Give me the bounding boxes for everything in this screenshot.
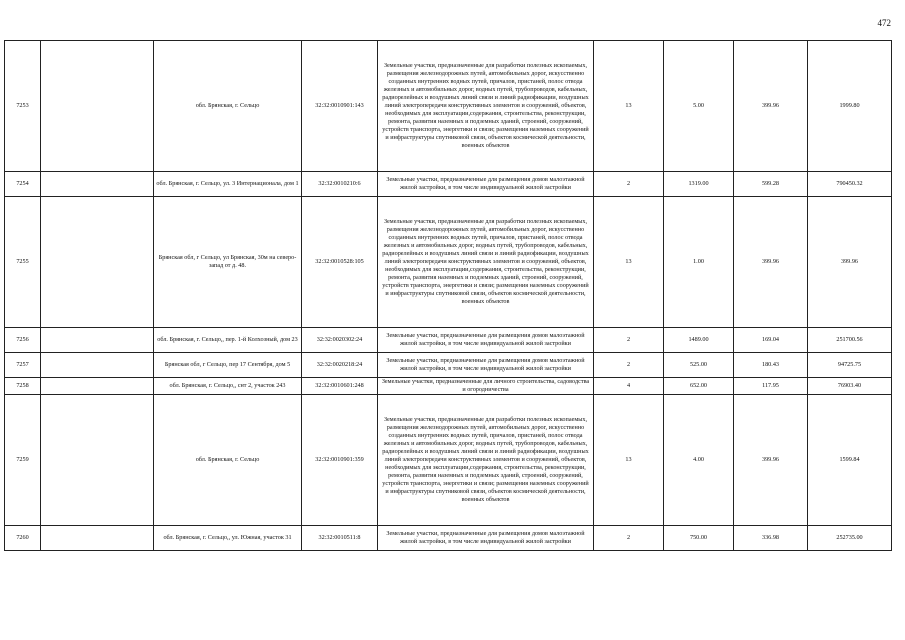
empty-cell xyxy=(41,378,154,395)
area-cell: 750.00 xyxy=(664,526,734,551)
address-cell: Брянская обл, г Сельцо, пер 17 Сентября, дом 5 xyxy=(154,353,302,378)
cadastral-value-cell: 251700.56 xyxy=(808,328,892,353)
area-cell: 652.00 xyxy=(664,378,734,395)
table-row xyxy=(5,378,892,395)
group-cell: 13 xyxy=(594,197,664,328)
land-use-cell: Земельные участки, предназначенные для размещения домов малоэтажной жилой застройки, в том числе индивидуальной жилой застройки xyxy=(378,526,594,551)
rate-cell: 180.43 xyxy=(734,353,808,378)
cadastral-value-cell: 1599.84 xyxy=(808,395,892,526)
group-cell: 2 xyxy=(594,328,664,353)
row-number: 7257 xyxy=(5,353,41,378)
area-cell: 4.00 xyxy=(664,395,734,526)
empty-cell xyxy=(41,353,154,378)
cadastral-number-cell: 32:32:0010528:105 xyxy=(302,197,378,328)
empty-cell xyxy=(41,328,154,353)
cadastral-number-cell: 32:32:0020302:24 xyxy=(302,328,378,353)
page-number: 472 xyxy=(877,18,891,28)
land-use-cell: Земельные участки, предназначенные для личного строительства, садоводства и огородничества xyxy=(378,378,594,395)
group-cell: 2 xyxy=(594,526,664,551)
cadastral-number-cell: 32:32:0010511:8 xyxy=(302,526,378,551)
cadastral-number-cell: 32:32:0010901:359 xyxy=(302,395,378,526)
address-cell: Брянская обл, г Сельцо, ул Брянская, 30м на северо-запад от д. 48. xyxy=(154,197,302,328)
row-number: 7258 xyxy=(5,378,41,395)
cadastral-value-cell: 94725.75 xyxy=(808,353,892,378)
rate-cell: 399.96 xyxy=(734,41,808,172)
rate-cell: 117.95 xyxy=(734,378,808,395)
area-cell: 1489.00 xyxy=(664,328,734,353)
land-use-cell: Земельные участки, предназначенные для разработки полезных ископаемых, размещения железнодорожных путей, автомобильных дорог, искусственно созданных внутренних водных путей, причалов, пристаней, полос отвода железных и автомобильных дорог, водных путей, трубопроводов, кабельных, радиорелейных и воздушных линий связи и линий радиофикации, воздушных линий электропередачи конструктивных элементов и сооружений, объектов, необходимых для эксплуатации,содержания, строительства, реконструкции, ремонта, развития наземных и подземных зданий, строений, сооружений, устройств транспорта, энергетики и связи; размещения наземных сооружений и инфраструктуры спутниковой связи, объектов космической деятельности, военных объектов xyxy=(378,197,594,328)
cadastral-value-cell: 252735.00 xyxy=(808,526,892,551)
land-use-cell: Земельные участки, предназначенные для размещения домов малоэтажной жилой застройки, в том числе индивидуальной жилой застройки xyxy=(378,328,594,353)
address-cell: обл. Брянская, г. Сельцо,, пер. 1-й Колхозный, дом 23 xyxy=(154,328,302,353)
address-cell: обл. Брянская, г. Сельцо, ул. 3 Интернационала, дом 1 xyxy=(154,172,302,197)
land-registry-table xyxy=(4,40,892,551)
cadastral-number-cell: 32:32:0010901:143 xyxy=(302,41,378,172)
row-number: 7255 xyxy=(5,197,41,328)
table-row xyxy=(5,328,892,353)
table-row xyxy=(5,172,892,197)
group-cell: 4 xyxy=(594,378,664,395)
cadastral-value-cell: 1999.80 xyxy=(808,41,892,172)
row-number: 7259 xyxy=(5,395,41,526)
empty-cell xyxy=(41,172,154,197)
empty-cell xyxy=(41,197,154,328)
table-row xyxy=(5,353,892,378)
land-use-cell: Земельные участки, предназначенные для разработки полезных ископаемых, размещения железнодорожных путей, автомобильных дорог, искусственно созданных внутренних водных путей, причалов, пристаней, полос отвода железных и автомобильных дорог, водных путей, трубопроводов, кабельных, радиорелейных и воздушных линий связи и линий радиофикации, воздушных линий электропередачи конструктивных элементов и сооружений, объектов, необходимых для эксплуатации,содержания, строительства, реконструкции, ремонта, развития наземных и подземных зданий, строений, сооружений, устройств транспорта, энергетики и связи; размещения наземных сооружений и инфраструктуры спутниковой связи, объектов космической деятельности, военных объектов xyxy=(378,395,594,526)
empty-cell xyxy=(41,526,154,551)
group-cell: 2 xyxy=(594,353,664,378)
land-use-cell: Земельные участки, предназначенные для размещения домов малоэтажной жилой застройки, в том числе индивидуальной жилой застройки xyxy=(378,172,594,197)
rate-cell: 599.28 xyxy=(734,172,808,197)
row-number: 7256 xyxy=(5,328,41,353)
area-cell: 1.00 xyxy=(664,197,734,328)
area-cell: 525.00 xyxy=(664,353,734,378)
group-cell: 13 xyxy=(594,41,664,172)
table-row xyxy=(5,41,892,172)
cadastral-number-cell: 32:32:0020218:24 xyxy=(302,353,378,378)
address-cell: обл. Брянская, г. Сельцо,, ул. Южная, участок 31 xyxy=(154,526,302,551)
table-row xyxy=(5,526,892,551)
empty-cell xyxy=(41,41,154,172)
table-row xyxy=(5,395,892,526)
land-use-cell: Земельные участки, предназначенные для разработки полезных ископаемых, размещения железнодорожных путей, автомобильных дорог, искусственно созданных внутренних водных путей, причалов, пристаней, полос отвода железных и автомобильных дорог, водных путей, трубопроводов, кабельных, радиорелейных и воздушных линий связи и линий радиофикации, воздушных линий электропередачи конструктивных элементов и сооружений, объектов, необходимых для эксплуатации,содержания, строительства, реконструкции, ремонта, развития наземных и подземных зданий, строений, сооружений, устройств транспорта, энергетики и связи; размещения наземных сооружений и инфраструктуры спутниковой связи, объектов космической деятельности, военных объектов xyxy=(378,41,594,172)
row-number: 7253 xyxy=(5,41,41,172)
rate-cell: 336.98 xyxy=(734,526,808,551)
cadastral-value-cell: 76903.40 xyxy=(808,378,892,395)
cadastral-number-cell: 32:32:0010601:248 xyxy=(302,378,378,395)
address-cell: обл. Брянская, г. Сельцо xyxy=(154,395,302,526)
address-cell: обл. Брянская, г. Сельцо,, снт 2, участок 243 xyxy=(154,378,302,395)
area-cell: 1319.00 xyxy=(664,172,734,197)
cadastral-value-cell: 790450.32 xyxy=(808,172,892,197)
rate-cell: 169.04 xyxy=(734,328,808,353)
row-number: 7254 xyxy=(5,172,41,197)
cadastral-number-cell: 32:32:0010210:6 xyxy=(302,172,378,197)
empty-cell xyxy=(41,395,154,526)
row-number: 7260 xyxy=(5,526,41,551)
address-cell: обл. Брянская, г. Сельцо xyxy=(154,41,302,172)
area-cell: 5.00 xyxy=(664,41,734,172)
group-cell: 2 xyxy=(594,172,664,197)
land-use-cell: Земельные участки, предназначенные для размещения домов малоэтажной жилой застройки, в том числе индивидуальной жилой застройки xyxy=(378,353,594,378)
group-cell: 13 xyxy=(594,395,664,526)
rate-cell: 399.96 xyxy=(734,197,808,328)
rate-cell: 399.96 xyxy=(734,395,808,526)
table-row xyxy=(5,197,892,328)
cadastral-value-cell: 399.96 xyxy=(808,197,892,328)
